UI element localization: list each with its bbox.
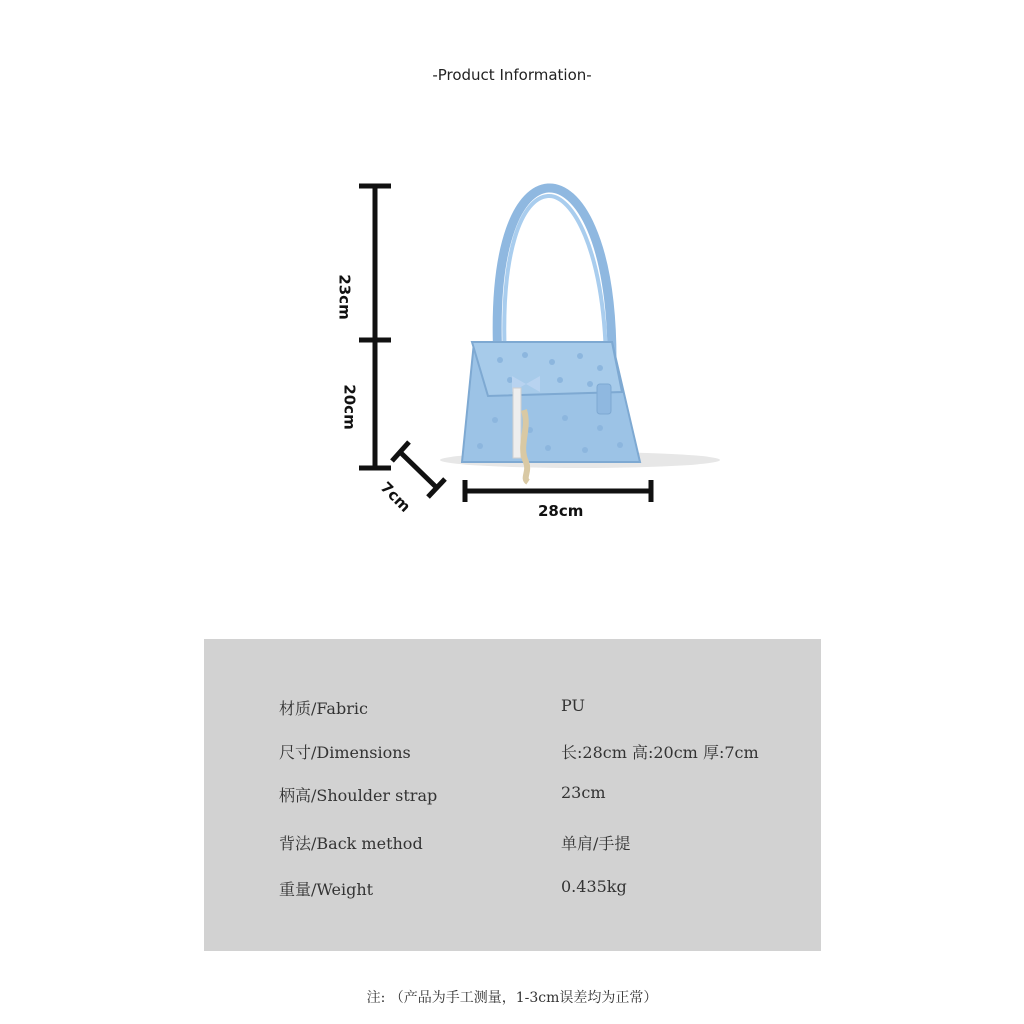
- spec-key: 柄高/Shoulder strap: [279, 786, 438, 805]
- height-ruler: [359, 186, 391, 468]
- length-ruler: [465, 480, 651, 502]
- spec-value: 长:28cm 高:20cm 厚:7cm: [561, 743, 759, 762]
- spec-row-weight: [204, 877, 821, 903]
- spec-value: 单肩/手提: [561, 834, 631, 853]
- spec-value: PU: [561, 696, 585, 715]
- spec-key: 尺寸/Dimensions: [279, 743, 411, 762]
- strap-height-label: 23cm: [335, 274, 354, 320]
- spec-value: 23cm: [561, 783, 606, 802]
- spec-row-fabric: [204, 696, 821, 722]
- spec-key: 重量/Weight: [279, 880, 374, 899]
- length-label: 28cm: [538, 502, 584, 520]
- spec-key: 背法/Back method: [279, 834, 423, 853]
- spec-row-back-method: [204, 831, 821, 857]
- page-title: -Product Information-: [432, 66, 592, 84]
- spec-row-shoulder-strap: [204, 783, 821, 809]
- spec-value: 0.435kg: [561, 877, 627, 896]
- height-label: 20cm: [340, 384, 359, 430]
- measurement-note: 注: （产品为手工测量，1-3cm误差均为正常）: [366, 990, 658, 1006]
- handbag-image: [440, 188, 720, 482]
- spec-row-dimensions: [204, 740, 821, 766]
- spec-key: 材质/Fabric: [279, 699, 368, 718]
- depth-label: 7cm: [376, 478, 415, 516]
